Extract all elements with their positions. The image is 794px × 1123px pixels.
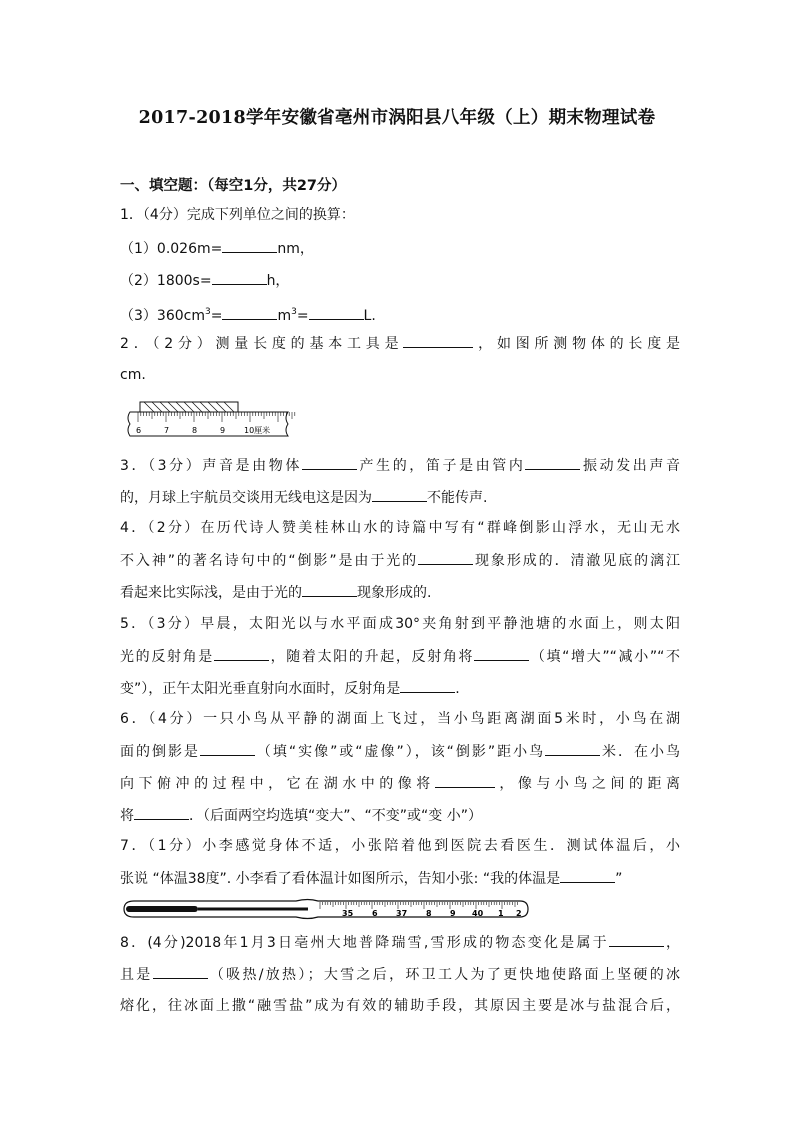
thermometer-label: 35 bbox=[342, 909, 354, 918]
page-title: 2017-2018学年安徽省亳州市涡阳县八年级（上）期末物理试卷 bbox=[138, 108, 656, 128]
question-7-line-2: 张说 “体温38度”. 小李看了看体温计如图所示，告知小张: “我的体温是 ” bbox=[120, 868, 680, 889]
question-5-line-2: 光的反射角是 ，随着太阳的升起，反射角将 （填“增大”“减小”“不 bbox=[120, 646, 680, 667]
thermometer-label: 9 bbox=[450, 909, 456, 918]
blank[interactable] bbox=[212, 270, 267, 285]
question-1-part-2: （2）1800s= h， bbox=[120, 270, 680, 291]
question-8-line-1: 8．(4分)2018年1月3日亳州大地普降瑞雪,雪形成的物态变化是属于 ， bbox=[120, 932, 680, 953]
ruler-label: 6 bbox=[136, 426, 142, 435]
thermometer-label: 37 bbox=[396, 909, 408, 918]
blank[interactable] bbox=[153, 964, 208, 979]
blank[interactable] bbox=[222, 238, 277, 253]
question-2-line-2: cm. bbox=[120, 367, 146, 383]
question-2-line-1: 2．（2分）测量长度的基本工具是 ，如图所测物体的长度是 bbox=[120, 333, 680, 354]
question-1-part-3: $(3)360cm^3= m^3= L$. bbox=[120, 307, 376, 324]
question-1-stem: 1．（4分）完成下列单位之间的换算： bbox=[120, 207, 355, 223]
thermometer-figure bbox=[120, 896, 530, 922]
blank[interactable] bbox=[403, 333, 473, 348]
mercury-bulb bbox=[126, 906, 198, 912]
question-1-part-1: （1）0.026m= nm， bbox=[120, 238, 680, 259]
blank[interactable] bbox=[525, 455, 580, 470]
blank[interactable] bbox=[474, 646, 529, 661]
blank[interactable] bbox=[302, 455, 357, 470]
question-3-line-2: 的，月球上宇航员交谈用无线电这是因为 不能传声. bbox=[120, 487, 680, 508]
thermometer-label: 6 bbox=[372, 909, 378, 918]
blank[interactable] bbox=[309, 305, 364, 320]
thermometer-label: 40 bbox=[472, 909, 484, 918]
blank[interactable] bbox=[560, 868, 615, 883]
question-4-line-2: 不入神”的著名诗句中的“倒影”是由于光的 现象形成的．清澈见底的漓江 bbox=[120, 550, 680, 571]
ruler-label: 7 bbox=[164, 426, 170, 435]
blank[interactable] bbox=[302, 582, 357, 597]
ruler-figure bbox=[120, 398, 300, 440]
question-8-line-2: 且是 （吸热/放热）；大雪之后，环卫工人为了更快地使路面上坚硬的冰 bbox=[120, 964, 680, 985]
question-4-line-3: 看起来比实际浅，是由于光的 现象形成的. bbox=[120, 582, 680, 603]
ruler-label: 9 bbox=[220, 426, 226, 435]
blank[interactable] bbox=[200, 741, 255, 756]
question-5-line-1: 5．（3分）早晨，太阳光以与水平面成30°夹角射到平静池塘的水面上，则太阳 bbox=[120, 616, 680, 632]
thermometer-label: 2 bbox=[516, 909, 522, 918]
thermometer-label: 8 bbox=[426, 909, 432, 918]
blank[interactable] bbox=[372, 487, 427, 502]
blank[interactable] bbox=[545, 741, 600, 756]
question-6-line-2: 面的倒影是 （填“实像”或“虚像”），该“倒影”距小鸟 米．在小鸟 bbox=[120, 741, 680, 762]
blank[interactable] bbox=[400, 678, 455, 693]
blank[interactable] bbox=[222, 305, 277, 320]
question-8-line-3: 熔化，往冰面上撒“融雪盐”成为有效的辅助手段，其原因主要是冰与盐混合后， bbox=[120, 998, 680, 1014]
thermometer-label: 1 bbox=[498, 909, 504, 918]
ruler-label: 10厘米 bbox=[244, 426, 271, 435]
mercury-column bbox=[198, 908, 308, 911]
ruler-label: 8 bbox=[192, 426, 198, 435]
blank[interactable] bbox=[134, 805, 189, 820]
section-heading: 一、填空题：（每空1分，共27分） bbox=[120, 178, 347, 194]
question-4-line-1: 4．（2分）在历代诗人赞美桂林山水的诗篇中写有“群峰倒影山浮水，无山无水 bbox=[120, 520, 680, 536]
question-7-line-1: 7．（1分）小李感觉身体不适，小张陪着他到医院去看医生．测试体温后，小 bbox=[120, 838, 680, 854]
question-6-line-3: 向下俯冲的过程中，它在湖水中的像将 ，像与小鸟之间的距离 bbox=[120, 773, 680, 794]
question-3-line-1: 3．（3分）声音是由物体 产生的，笛子是由管内 振动发出声音 bbox=[120, 455, 680, 476]
blank[interactable] bbox=[418, 550, 473, 565]
blank[interactable] bbox=[214, 646, 269, 661]
question-6-line-4: 将 ．（后面两空均选填“变大”、“不变”或“变 小”） bbox=[120, 805, 680, 826]
question-5-line-3: 变”），正午太阳光垂直射向水面时，反射角是 . bbox=[120, 678, 680, 699]
blank[interactable] bbox=[609, 932, 664, 947]
blank[interactable] bbox=[435, 773, 495, 788]
question-6-line-1: 6．（4分）一只小鸟从平静的湖面上飞过，当小鸟距离湖面5米时，小鸟在湖 bbox=[120, 711, 680, 727]
